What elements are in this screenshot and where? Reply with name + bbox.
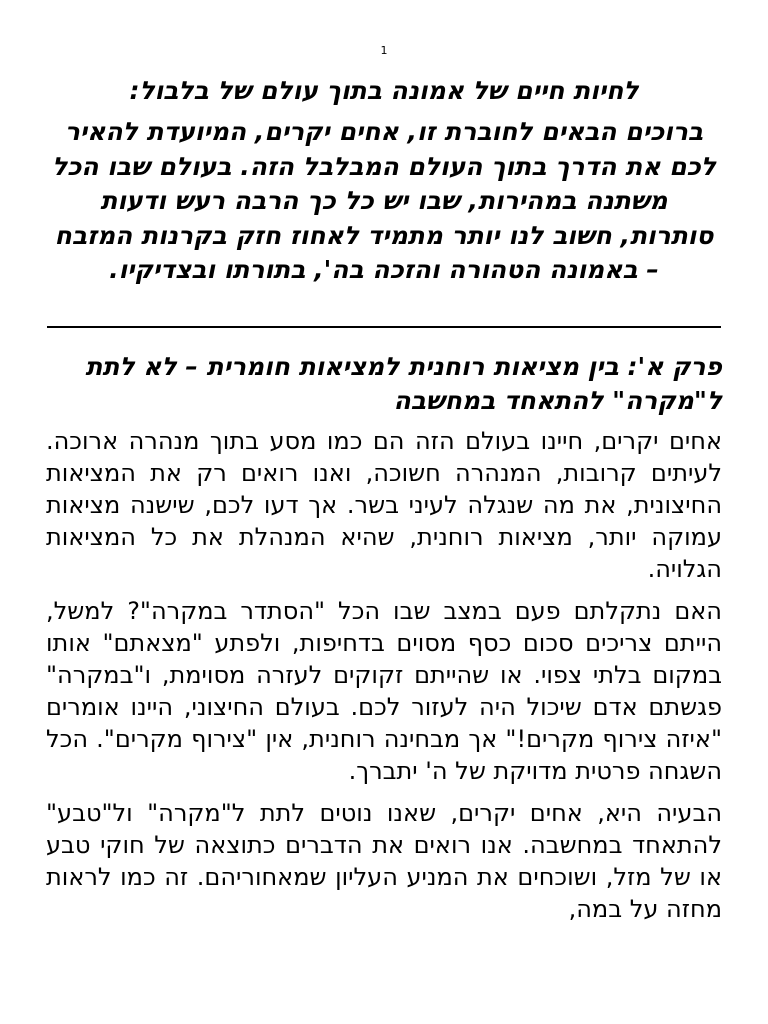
intro-text: ברוכים הבאים לחוברת זו, אחים יקרים, המיועדת להאיר לכם את הדרך בתוך העולם המבלבל הזה. בעולם שבו הכל משתנה במהירות, שבו יש כל כך הרבה רעש ודעות סותרות, חשוב לנו יותר מתמיד לאחוז חזק בקרנות המזבח – באמונה הטהורה והזכה בה', בתורתו ובצדיקיו. <box>52 117 716 284</box>
paragraph: האם נתקלתם פעם במצב שבו הכל "הסתדר במקרה"? למשל, הייתם צריכים סכום כסף מסוים בדחיפות, ולפתע "מצאתם" אותו במקום בלתי צפוי. או שהייתם זקוקים לעזרה מסוימת, ו"במקרה" פגשתם אדם שיכול היה לעזור לכם. בעולם החיצוני, היינו אומרים "איזה צירוף מקרים!" אך מבחינה רוחנית, אין "צירוף מקרים". הכל השגחה פרטית מדויקת של ה' יתברך. <box>46 597 722 785</box>
chapter-title: פרק א': בין מציאות רוחנית למציאות חומרית – לא לתת ל"מקרה" להתאחד במחשבה <box>85 352 722 415</box>
chapter-body <box>46 425 722 935</box>
page-number: 1 <box>380 44 388 57</box>
intro-title: לחיות חיים של אמונה בתוך עולם של בלבול: <box>129 76 639 105</box>
section-divider <box>47 326 721 328</box>
paragraph: אחים יקרים, חיינו בעולם הזה הם כמו מסע בתוך מנהרה ארוכה. לעיתים קרובות, המנהרה חשוכה, ואנו רואים רק את המציאות החיצונית, את מה שנגלה לעיני בשר. אך דעו לכם, שישנה מציאות עמוקה יותר, מציאות רוחנית, שהיא המנהלת את כל המציאות הגלויה. <box>46 427 722 583</box>
paragraph: הבעיה היא, אחים יקרים, שאנו נוטים לתת ל"מקרה" ול"טבע" להתאחד במחשבה. אנו רואים את הדברים כתוצאה של חוקי טבע או של מזל, ושוכחים את המניע העליון שמאחוריהם. זה כמו לראות מחזה על במה, <box>46 799 722 923</box>
